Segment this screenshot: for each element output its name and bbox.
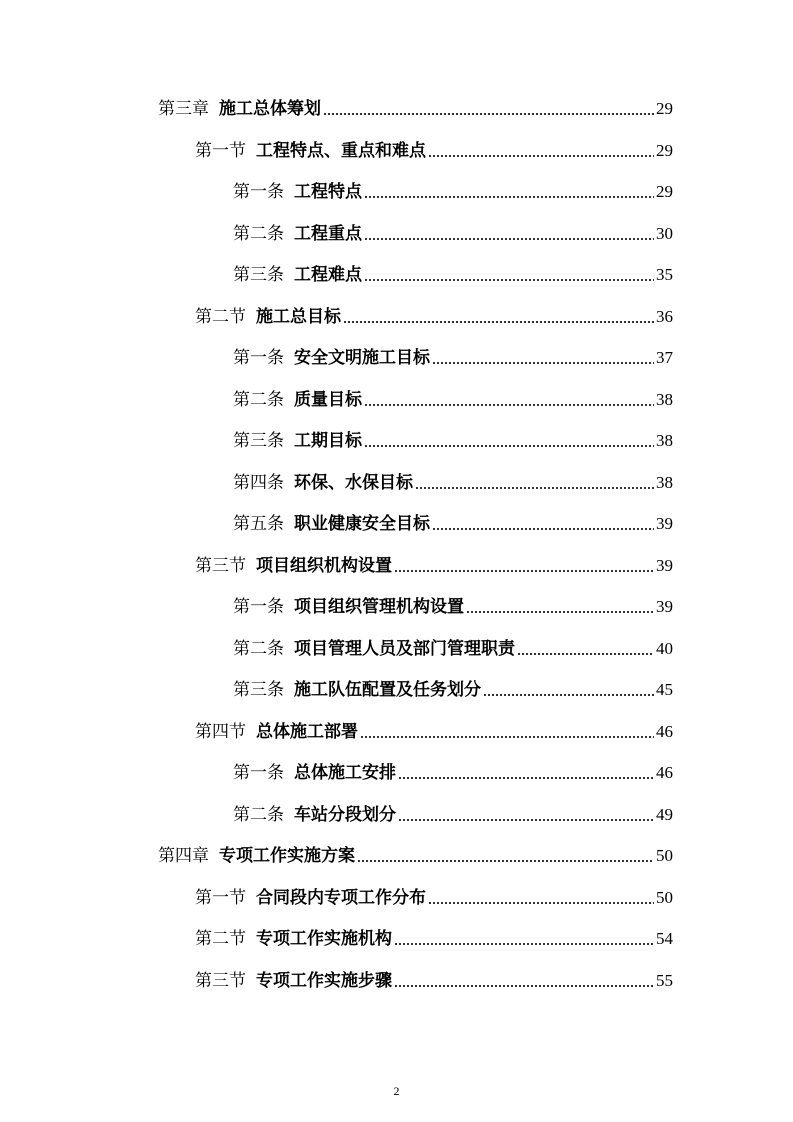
toc-entry-page: 39 xyxy=(656,597,673,616)
toc-entry-label: 第三条 xyxy=(233,265,284,285)
toc-entry-page: 38 xyxy=(656,473,673,492)
dot-leader xyxy=(364,445,654,447)
toc-entry-title: 施工总体筹划 xyxy=(219,99,321,119)
dot-leader xyxy=(432,528,654,530)
dot-leader xyxy=(360,736,654,738)
toc-entry-title: 施工总目标 xyxy=(256,307,341,327)
toc-entry-title: 合同段内专项工作分布 xyxy=(256,888,426,908)
toc-entry-article[interactable] xyxy=(233,678,673,702)
toc-entry-page: 30 xyxy=(656,224,673,243)
toc-entry-label: 第一节 xyxy=(195,141,246,161)
dot-leader xyxy=(364,238,654,240)
toc-entry-title: 质量目标 xyxy=(294,390,362,410)
dot-leader xyxy=(483,694,654,696)
toc-entry-label: 第一条 xyxy=(233,182,284,202)
dot-leader xyxy=(466,611,654,613)
toc-entry-page: 36 xyxy=(656,307,673,326)
toc-entry-page: 50 xyxy=(656,888,673,907)
dot-leader xyxy=(398,777,654,779)
toc-entry-title: 车站分段划分 xyxy=(294,805,396,825)
toc-entry-article[interactable] xyxy=(233,263,673,287)
toc-entry-label: 第五条 xyxy=(233,514,284,534)
toc-entry-title: 总体施工部署 xyxy=(256,722,358,742)
toc-entry-section[interactable] xyxy=(195,927,673,951)
toc-entry-label: 第二节 xyxy=(195,929,246,949)
toc-entry-page: 55 xyxy=(656,971,673,990)
toc-entry-page: 50 xyxy=(656,846,673,865)
toc-entry-label: 第二条 xyxy=(233,639,284,659)
toc-entry-title: 环保、水保目标 xyxy=(294,473,413,493)
dot-leader xyxy=(323,113,654,115)
toc-entry-chapter[interactable] xyxy=(158,97,673,121)
toc-entry-label: 第二节 xyxy=(195,307,246,327)
dot-leader xyxy=(428,902,654,904)
toc-entry-page: 39 xyxy=(656,556,673,575)
dot-leader xyxy=(428,155,654,157)
toc-entry-article[interactable] xyxy=(233,388,673,412)
toc-entry-label: 第三节 xyxy=(195,556,246,576)
toc-entry-label: 第三条 xyxy=(233,680,284,700)
toc-entry-article[interactable] xyxy=(233,637,673,661)
toc-entry-page: 38 xyxy=(656,390,673,409)
toc-entry-title: 安全文明施工目标 xyxy=(294,348,430,368)
toc-entry-article[interactable] xyxy=(233,180,673,204)
toc-entry-page: 49 xyxy=(656,805,673,824)
page-number: 2 xyxy=(393,1084,400,1098)
toc-entry-label: 第一条 xyxy=(233,763,284,783)
toc-entry-label: 第一条 xyxy=(233,348,284,368)
toc-entry-title: 工期目标 xyxy=(294,431,362,451)
toc-entry-title: 专项工作实施方案 xyxy=(219,846,355,866)
dot-leader xyxy=(364,279,654,281)
toc-entry-section[interactable] xyxy=(195,554,673,578)
dot-leader xyxy=(343,321,654,323)
toc-entry-article[interactable] xyxy=(233,429,673,453)
toc-entry-article[interactable] xyxy=(233,512,673,536)
toc-entry-section[interactable] xyxy=(195,139,673,163)
toc-entry-page: 39 xyxy=(656,514,673,533)
toc-entry-page: 29 xyxy=(656,99,673,118)
toc-entry-label: 第三章 xyxy=(158,99,209,119)
toc-entry-page: 38 xyxy=(656,431,673,450)
toc-entry-article[interactable] xyxy=(233,222,673,246)
toc-entry-article[interactable] xyxy=(233,595,673,619)
dot-leader xyxy=(357,860,654,862)
dot-leader xyxy=(394,570,654,572)
toc-entry-section[interactable] xyxy=(195,720,673,744)
dot-leader xyxy=(394,943,654,945)
toc-entry-page: 35 xyxy=(656,265,673,284)
toc-entry-label: 第四节 xyxy=(195,722,246,742)
toc-entry-article[interactable] xyxy=(233,346,673,370)
toc-entry-label: 第二条 xyxy=(233,224,284,244)
toc-entry-label: 第一条 xyxy=(233,597,284,617)
toc-entry-title: 工程重点 xyxy=(294,224,362,244)
toc-entry-title: 专项工作实施步骤 xyxy=(256,971,392,991)
toc-entry-title: 施工队伍配置及任务划分 xyxy=(294,680,481,700)
toc-entry-title: 工程特点 xyxy=(294,182,362,202)
toc-entry-chapter[interactable] xyxy=(158,844,673,868)
dot-leader xyxy=(398,819,654,821)
toc-entry-label: 第二条 xyxy=(233,390,284,410)
toc-entry-page: 40 xyxy=(656,639,673,658)
toc-entry-page: 29 xyxy=(656,182,673,201)
toc-entry-label: 第三条 xyxy=(233,431,284,451)
toc-entry-label: 第四章 xyxy=(158,846,209,866)
dot-leader xyxy=(415,487,654,489)
toc-entry-page: 29 xyxy=(656,141,673,160)
dot-leader xyxy=(364,404,654,406)
toc-entry-page: 37 xyxy=(656,348,673,367)
toc-entry-title: 工程难点 xyxy=(294,265,362,285)
dot-leader xyxy=(394,985,654,987)
dot-leader xyxy=(364,196,654,198)
toc-entry-section[interactable] xyxy=(195,305,673,329)
toc-entry-article[interactable] xyxy=(233,803,673,827)
toc-entry-page: 54 xyxy=(656,929,673,948)
toc-entry-title: 项目组织机构设置 xyxy=(256,556,392,576)
toc-entry-title: 专项工作实施机构 xyxy=(256,929,392,949)
toc-entry-label: 第三节 xyxy=(195,971,246,991)
toc-entry-title: 职业健康安全目标 xyxy=(294,514,430,534)
toc-entry-title: 项目组织管理机构设置 xyxy=(294,597,464,617)
toc-entry-label: 第四条 xyxy=(233,473,284,493)
toc-entry-article[interactable] xyxy=(233,471,673,495)
toc-entry-label: 第二条 xyxy=(233,805,284,825)
toc-entry-page: 45 xyxy=(656,680,673,699)
dot-leader xyxy=(517,653,654,655)
dot-leader xyxy=(432,362,654,364)
toc-entry-page: 46 xyxy=(656,722,673,741)
toc-entry-page: 46 xyxy=(656,763,673,782)
toc-entry-label: 第一节 xyxy=(195,888,246,908)
toc-entry-title: 工程特点、重点和难点 xyxy=(256,141,426,161)
toc-entry-article[interactable] xyxy=(233,761,673,785)
toc-entry-title: 项目管理人员及部门管理职责 xyxy=(294,639,515,659)
toc-entry-section[interactable] xyxy=(195,969,673,993)
toc-entry-title: 总体施工安排 xyxy=(294,763,396,783)
toc-entry-section[interactable] xyxy=(195,886,673,910)
